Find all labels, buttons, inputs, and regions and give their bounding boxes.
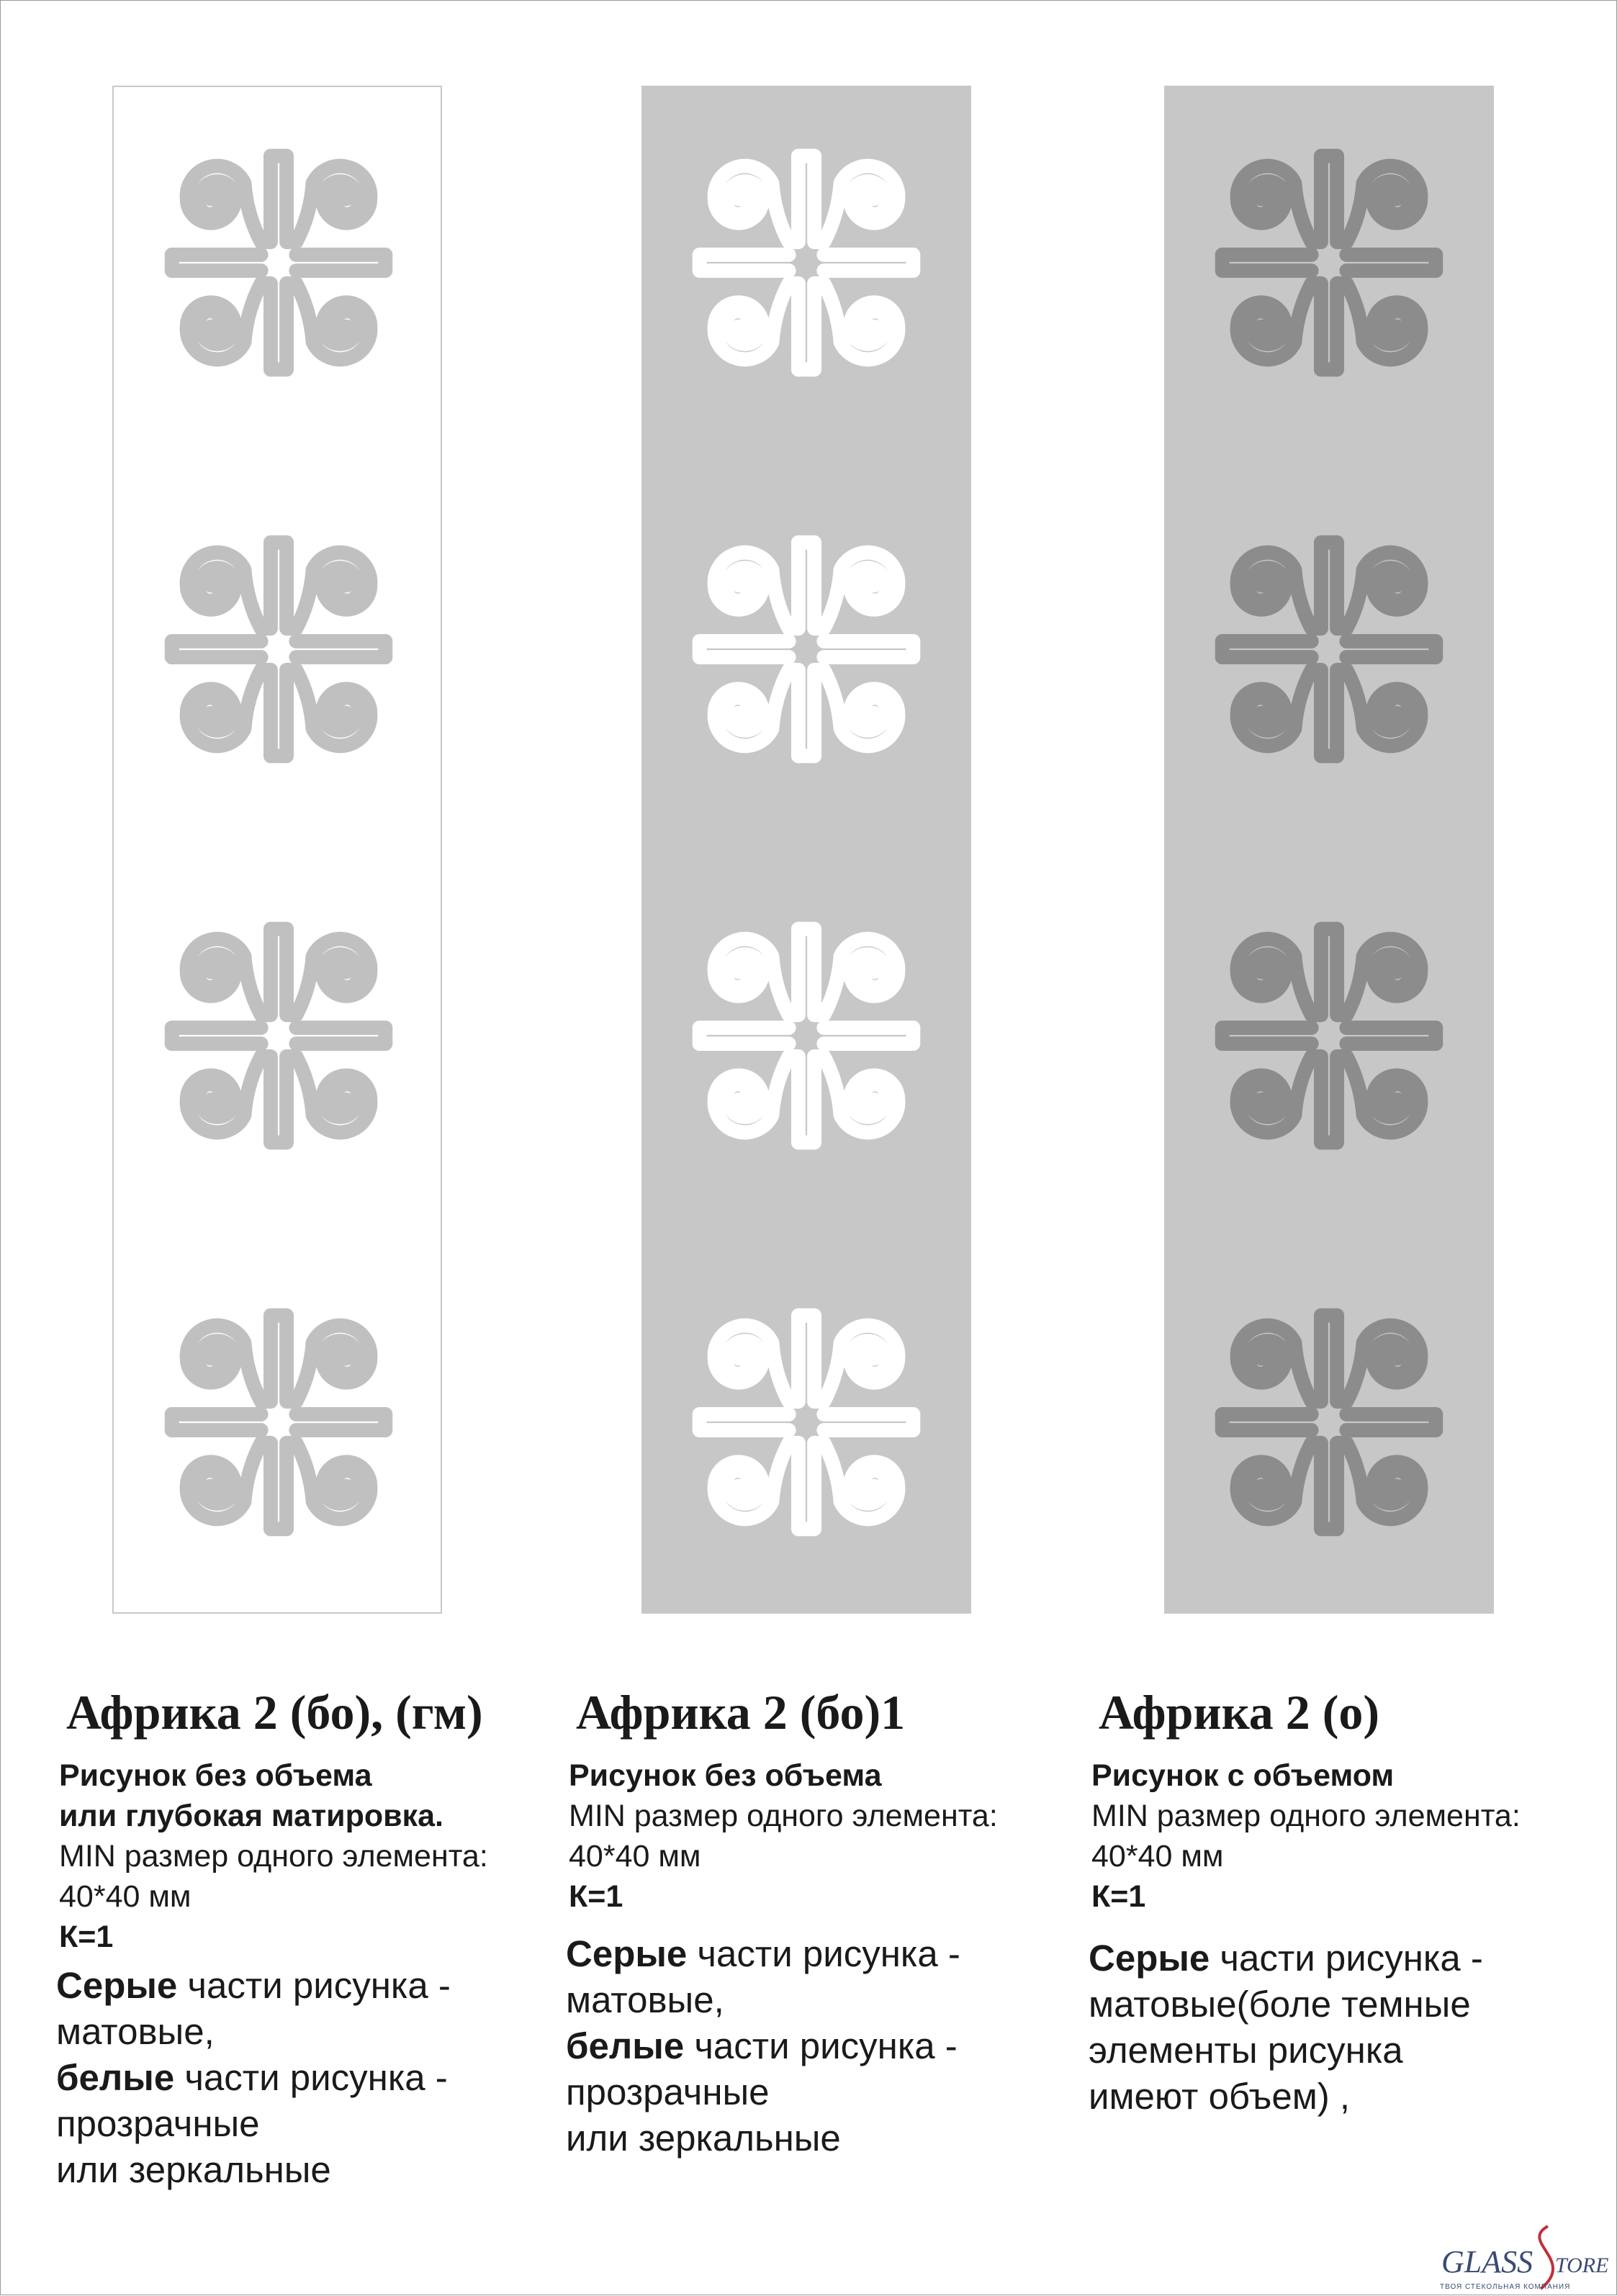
glass-store-logo-icon bbox=[1433, 2220, 1613, 2292]
design-title: Африка 2 (о) bbox=[1099, 1685, 1380, 1740]
note-line: матовые, bbox=[566, 1979, 724, 2020]
pattern-panel-bo-gm bbox=[112, 86, 442, 1614]
note-line: имеют объем) , bbox=[1089, 2076, 1351, 2117]
spiral-cross-motif bbox=[687, 916, 926, 1155]
color-note bbox=[1089, 1935, 1607, 2120]
subtitle-line: Рисунок с объемом bbox=[1091, 1758, 1395, 1793]
coefficient: К=1 bbox=[1091, 1879, 1146, 1914]
min-size-value: 40*40 мм bbox=[59, 1879, 192, 1914]
note-line: Серые части рисунка - bbox=[1089, 1938, 1483, 1979]
color-note bbox=[56, 1963, 546, 2193]
spiral-cross-motif bbox=[159, 1303, 398, 1542]
spiral-cross-motif bbox=[159, 143, 398, 382]
spiral-cross-motif bbox=[1210, 916, 1449, 1155]
subtitle-line: или глубокая матировка. bbox=[59, 1799, 443, 1833]
spiral-cross-icon bbox=[687, 143, 926, 382]
spiral-cross-icon bbox=[687, 1303, 926, 1542]
subtitle-line: Рисунок без объема bbox=[569, 1758, 882, 1793]
color-note bbox=[566, 1931, 1055, 2161]
spiral-cross-motif bbox=[159, 530, 398, 769]
note-line: или зеркальные bbox=[56, 2149, 331, 2190]
design-title: Африка 2 (бо)1 bbox=[576, 1685, 906, 1740]
spiral-cross-icon bbox=[687, 916, 926, 1155]
min-size-label: MIN размер одного элемента: bbox=[569, 1799, 998, 1833]
spiral-cross-motif bbox=[159, 916, 398, 1155]
note-line: белые части рисунка - bbox=[56, 2057, 448, 2098]
pattern-panel-o bbox=[1164, 86, 1494, 1614]
glass-store-logo bbox=[1433, 2220, 1613, 2292]
description-column-bo-gm bbox=[56, 1685, 546, 2193]
logo-text-right: TORE bbox=[1555, 2254, 1609, 2277]
spiral-cross-motif bbox=[687, 1303, 926, 1542]
spiral-cross-icon bbox=[1210, 143, 1449, 382]
note-line: матовые(боле темные bbox=[1089, 1984, 1471, 2025]
min-size-label: MIN размер одного элемента: bbox=[1091, 1799, 1521, 1833]
note-line: Серые части рисунка - bbox=[56, 1965, 451, 2006]
note-line: или зеркальные bbox=[566, 2118, 841, 2159]
spiral-cross-icon bbox=[159, 143, 398, 382]
subtitle-line: Рисунок без объема bbox=[59, 1758, 372, 1793]
description-column-o bbox=[1089, 1685, 1607, 2120]
spiral-cross-icon bbox=[159, 1303, 398, 1542]
note-line: Серые части рисунка - bbox=[566, 1933, 960, 1974]
spiral-cross-icon bbox=[1210, 916, 1449, 1155]
note-line: элементы рисунка bbox=[1089, 2030, 1403, 2071]
spiral-cross-icon bbox=[687, 530, 926, 769]
spiral-cross-icon bbox=[1210, 1303, 1449, 1542]
spiral-cross-icon bbox=[159, 916, 398, 1155]
spiral-cross-motif bbox=[687, 143, 926, 382]
logo-tagline: ТВОЯ СТЕКОЛЬНАЯ КОМПАНИЯ bbox=[1440, 2283, 1571, 2291]
note-line: прозрачные bbox=[566, 2071, 770, 2112]
min-size-label: MIN размер одного элемента: bbox=[59, 1839, 488, 1874]
min-size-value: 40*40 мм bbox=[569, 1839, 701, 1874]
min-size-value: 40*40 мм bbox=[1091, 1839, 1224, 1874]
note-line: прозрачные bbox=[56, 2103, 260, 2144]
spiral-cross-motif bbox=[1210, 1303, 1449, 1542]
coefficient: К=1 bbox=[59, 1920, 114, 1954]
coefficient: К=1 bbox=[569, 1879, 623, 1914]
spiral-cross-icon bbox=[1210, 530, 1449, 769]
spiral-cross-motif bbox=[687, 530, 926, 769]
spiral-cross-motif bbox=[1210, 143, 1449, 382]
pattern-panel-bo1 bbox=[641, 86, 971, 1614]
spiral-cross-icon bbox=[159, 530, 398, 769]
description-column-bo1 bbox=[566, 1685, 1055, 2161]
note-line: матовые, bbox=[56, 2011, 215, 2052]
logo-text-left: GLASS bbox=[1441, 2244, 1533, 2279]
design-title: Африка 2 (бо), (гм) bbox=[66, 1685, 483, 1740]
note-line: белые части рисунка - bbox=[566, 2025, 958, 2066]
spiral-cross-motif bbox=[1210, 530, 1449, 769]
